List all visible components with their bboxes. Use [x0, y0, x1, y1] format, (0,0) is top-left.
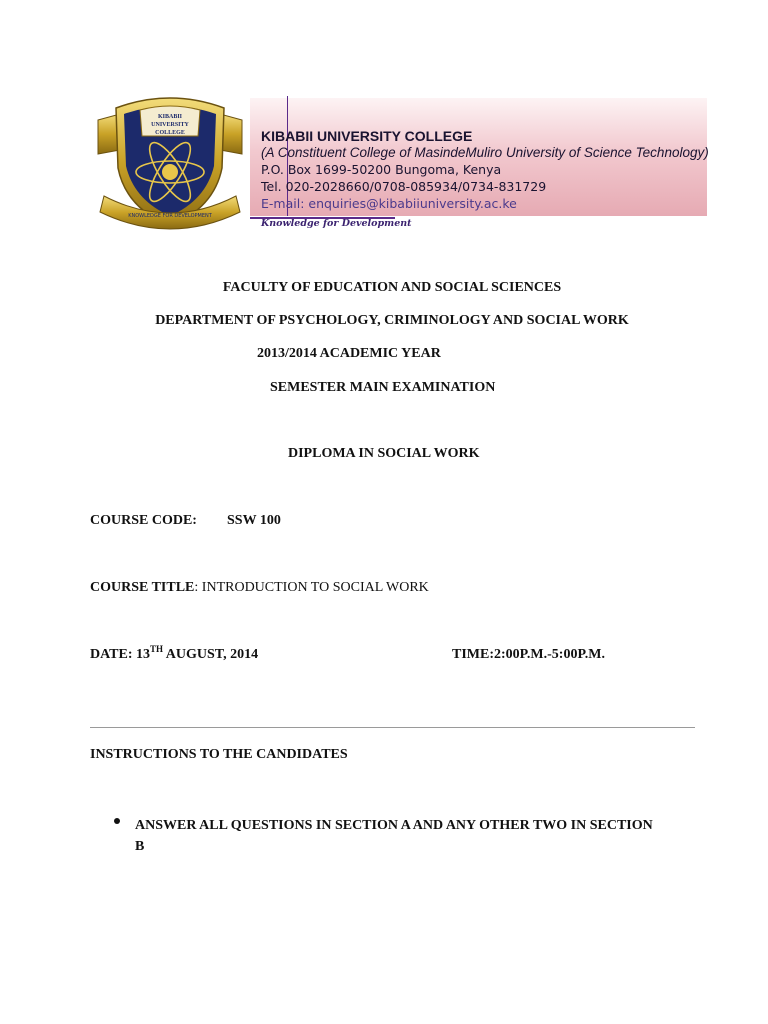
exam-date — [90, 644, 259, 663]
academic-year: 2013/2014 ACADEMIC YEAR — [257, 346, 441, 361]
postal-address: P.O. Box 1699-50200 Bungoma, Kenya — [261, 162, 502, 177]
course-title-label: COURSE TITLE — [90, 580, 195, 595]
course-code-label: COURSE CODE: — [90, 513, 197, 528]
date-month-year: AUGUST, 2014 — [163, 647, 259, 662]
course-code-value: SSW 100 — [227, 513, 281, 528]
instruction-item: ANSWER ALL QUESTIONS IN SECTION A AND ANY OTHER TWO IN SECTION B — [135, 818, 653, 854]
course-title — [90, 580, 429, 596]
svg-text:KIBABII: KIBABII — [157, 114, 183, 120]
date-label: DATE: 13 — [90, 647, 151, 662]
svg-text:UNIVERSITY: UNIVERSITY — [151, 122, 189, 128]
college-crest-logo — [90, 90, 250, 232]
svg-text:KNOWLEDGE FOR DEVELOPMENT: KNOWLEDGE FOR DEVELOPMENT — [128, 213, 212, 219]
motto: Knowledge for Development — [261, 218, 412, 229]
exam-type: SEMESTER MAIN EXAMINATION — [270, 380, 496, 395]
horizontal-rule — [90, 727, 695, 728]
exam-time: TIME:2:00P.M.-5:00P.M. — [452, 647, 605, 662]
date-ordinal: TH — [150, 644, 164, 654]
institution-affiliation: (A Constituent College of MasindeMuliro University of Science Technology) — [261, 145, 709, 160]
instructions-heading: INSTRUCTIONS TO THE CANDIDATES — [90, 747, 348, 762]
department-heading: DEPARTMENT OF PSYCHOLOGY, CRIMINOLOGY AND SOCIAL WORK — [155, 313, 629, 328]
program-name: DIPLOMA IN SOCIAL WORK — [288, 446, 480, 461]
course-title-value: : INTRODUCTION TO SOCIAL WORK — [194, 580, 429, 595]
institution-name: KIBABII UNIVERSITY COLLEGE — [261, 128, 473, 144]
telephone: Tel. 020-2028660/0708-085934/0734-831729 — [261, 179, 547, 194]
email-address: E-mail: enquiries@kibabiiuniversity.ac.ke — [261, 196, 517, 211]
faculty-heading: FACULTY OF EDUCATION AND SOCIAL SCIENCES — [222, 280, 562, 295]
bullet-icon — [114, 818, 120, 824]
svg-text:COLLEGE: COLLEGE — [155, 130, 185, 136]
